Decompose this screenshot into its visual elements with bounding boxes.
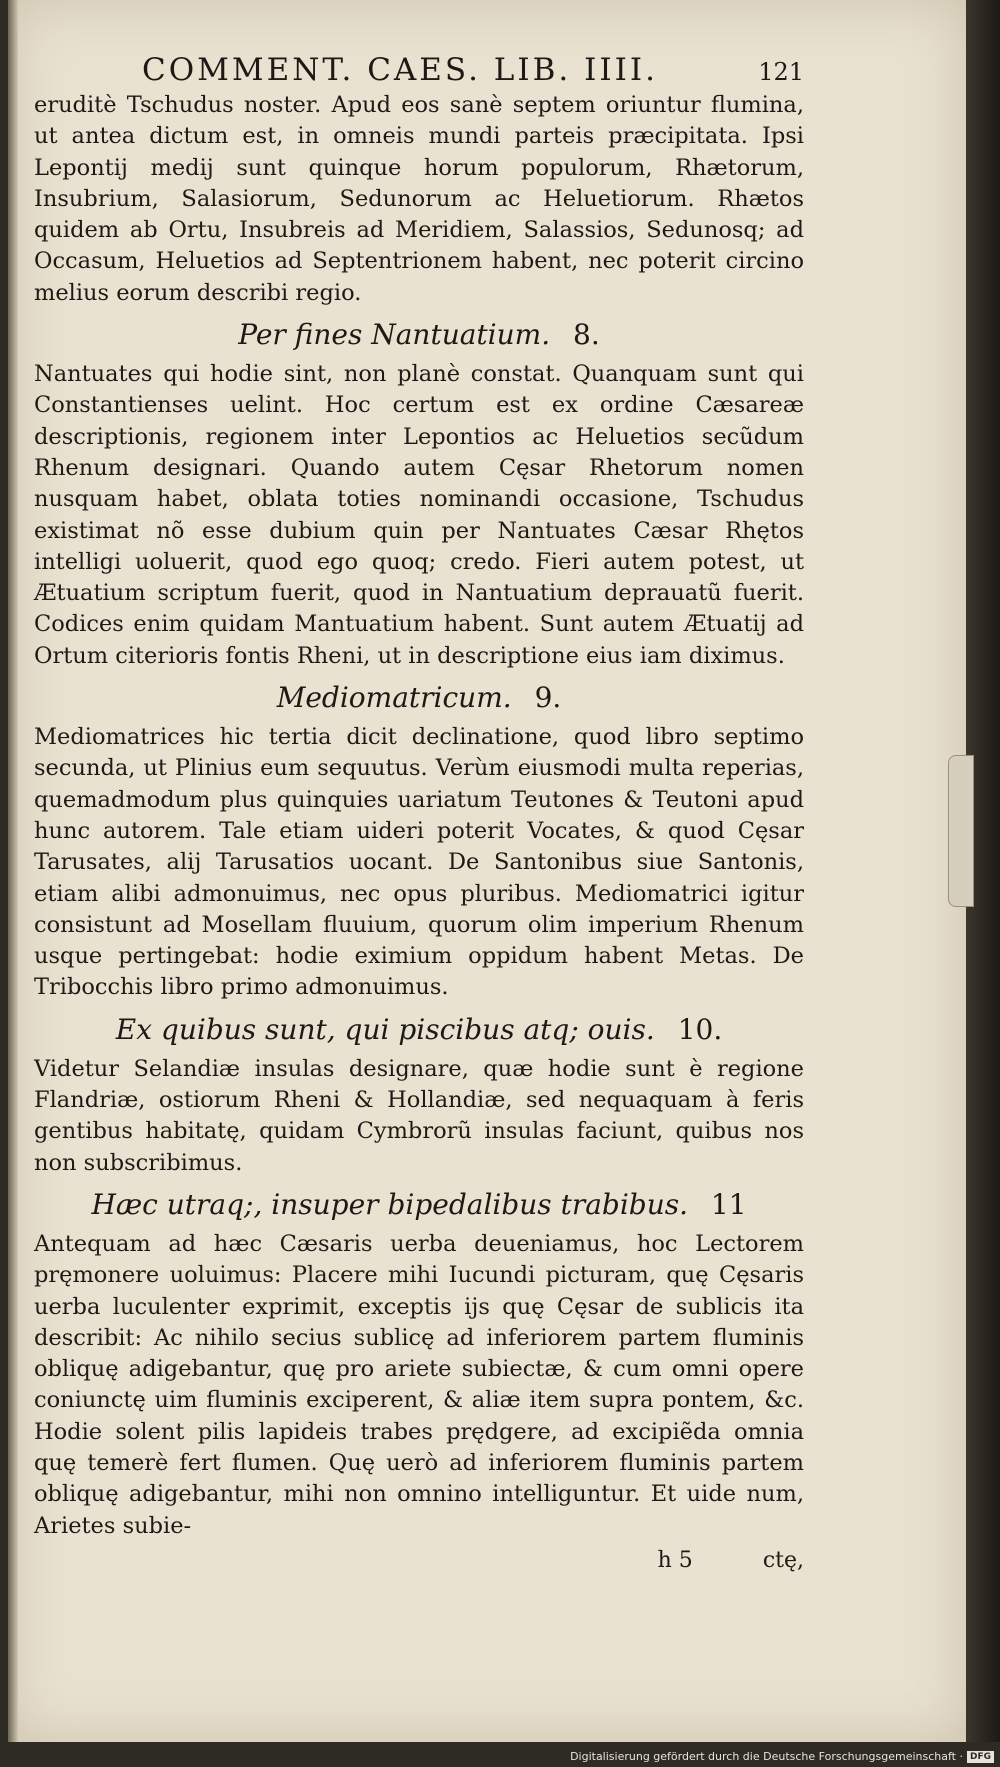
dfg-logo: DFG: [967, 1751, 994, 1763]
note-number: 10.: [677, 1012, 723, 1046]
page-content: [34, 52, 804, 1573]
paragraph: Nantuates qui hodie sint, non planè constat. Quanquam sunt qui Constantienses uelint. Hoc certum est ex ordine Cæsareæ descriptionis, regionem inter Lepontios ac Heluetios secũdum Rhenum designari. Quando autem Cęsar Rhetorum nomen nusquam habet, oblata toties nominandi occasione, Tschudus existimat nõ esse dubium quin per Nantuates Cæsar Rhętos intelligi uoluerit, quod ego quoq; credo. Fieri autem potest, ut Ætuatium scriptum fuerit, quod in Nantuatium deprauatũ fuerit. Codices enim quidam Mantuatium habent. Sunt autem Ætuatij ad Ortum citerioris fontis Rheni, ut in descriptione eius iam diximus.: [34, 361, 804, 669]
paragraph: Antequam ad hæc Cæsaris uerba deueniamus, hoc Lectorem pręmonere uoluimus: Placere mihi Iucundi picturam, quę Cęsaris uerba luculenter exprimit, exceptis ijs quę Cęsar de sublicis ita describit: Ac nihilo secius sublicę ad inferiorem partem fluminis obliquę adigebantur, quę pro ariete subiectæ, & cum omni opere coniunctę uim fluminis exciperent, & aliæ item supra pontem, &c. Hodie solent pilis lapideis trabes prędgere, ad excipiẽda omnia quę temerè fert flumen. Quę uerò ad inferiorem fluminis partem obliquę adigebantur, mihi non omnino intelliguntur. Et uide num, Arietes subie-: [34, 1230, 804, 1539]
lemma-heading: [34, 318, 804, 352]
digitization-credit: [570, 1750, 994, 1763]
page-gutter-edge: [8, 0, 18, 1742]
running-head: COMMENT. CAES. LIB. IIII.: [142, 52, 658, 88]
catchline: [34, 1548, 804, 1573]
lemma-text: Per fines Nantuatium.: [238, 318, 551, 352]
lemma-text: Mediomatricum.: [276, 681, 512, 715]
folio-number: 121: [758, 58, 804, 86]
paragraph: eruditè Tschudus noster. Apud eos sanè septem oriuntur flumina, ut antea dictum est, in omneis mundi parteis præcipitata. Ipsi Lepontij medij sunt quinque horum populorum, Rhætorum, Insubrium, Salasiorum, Sedunorum ac Heluetiorum. Rhætos quidem ab Ortu, Insubreis ad Meridiem, Salassios, Sedunosq; ad Occasum, Heluetios ad Septentrionem habent, nec poterit circino melius eorum describi regio.: [34, 92, 804, 306]
lemma-heading: [34, 1188, 804, 1222]
note-number: 11: [710, 1187, 747, 1221]
lemma-heading: [34, 681, 804, 715]
note-number: 8.: [573, 318, 600, 352]
paragraph: Mediomatrices hic tertia dicit declinatione, quod libro septimo secunda, ut Plinius eum sequutus. Verùm eiusmodi multa reperias, quemadmodum plus quinquies uariatum Teutones & Teutoni apud hunc autorem. Tale etiam uideri poterit Vocates, & quod Cęsar Tarusates, alij Tarusatios uocant. De Santonibus siue Santonis, etiam alibi admonuimus, nec opus pluribus. Mediomatrici igitur consistunt ad Mosellam fluuium, quorum olim imperium Rhenum usque pertingebat: hodie eximium oppidum habent Metas. De Tribocchis libro primo admonuimus.: [34, 724, 804, 1001]
catchword: ctę,: [762, 1547, 804, 1573]
book-page: [8, 0, 966, 1742]
paragraph: Videtur Selandiæ insulas designare, quæ hodie sunt è regione Flandriæ, ostiorum Rheni & Hollandiæ, sed nequaquam à feris gentibus habitatę, quidam Cymbrorũ insulas faciunt, quibus nos non subscribimus.: [34, 1055, 804, 1176]
lemma-text: Hæc utraq;, insuper bipedalibus trabibus.: [91, 1187, 689, 1221]
page-header: [142, 52, 804, 88]
credit-text: Digitalisierung gefördert durch die Deutsche Forschungsgemeinschaft ·: [570, 1750, 963, 1763]
signature-mark: h 5: [657, 1547, 693, 1573]
page-tab-marker: [948, 755, 974, 907]
lemma-text: Ex quibus sunt, qui piscibus atq; ouis.: [115, 1012, 655, 1046]
lemma-heading: [34, 1013, 804, 1047]
note-number: 9.: [534, 681, 562, 715]
